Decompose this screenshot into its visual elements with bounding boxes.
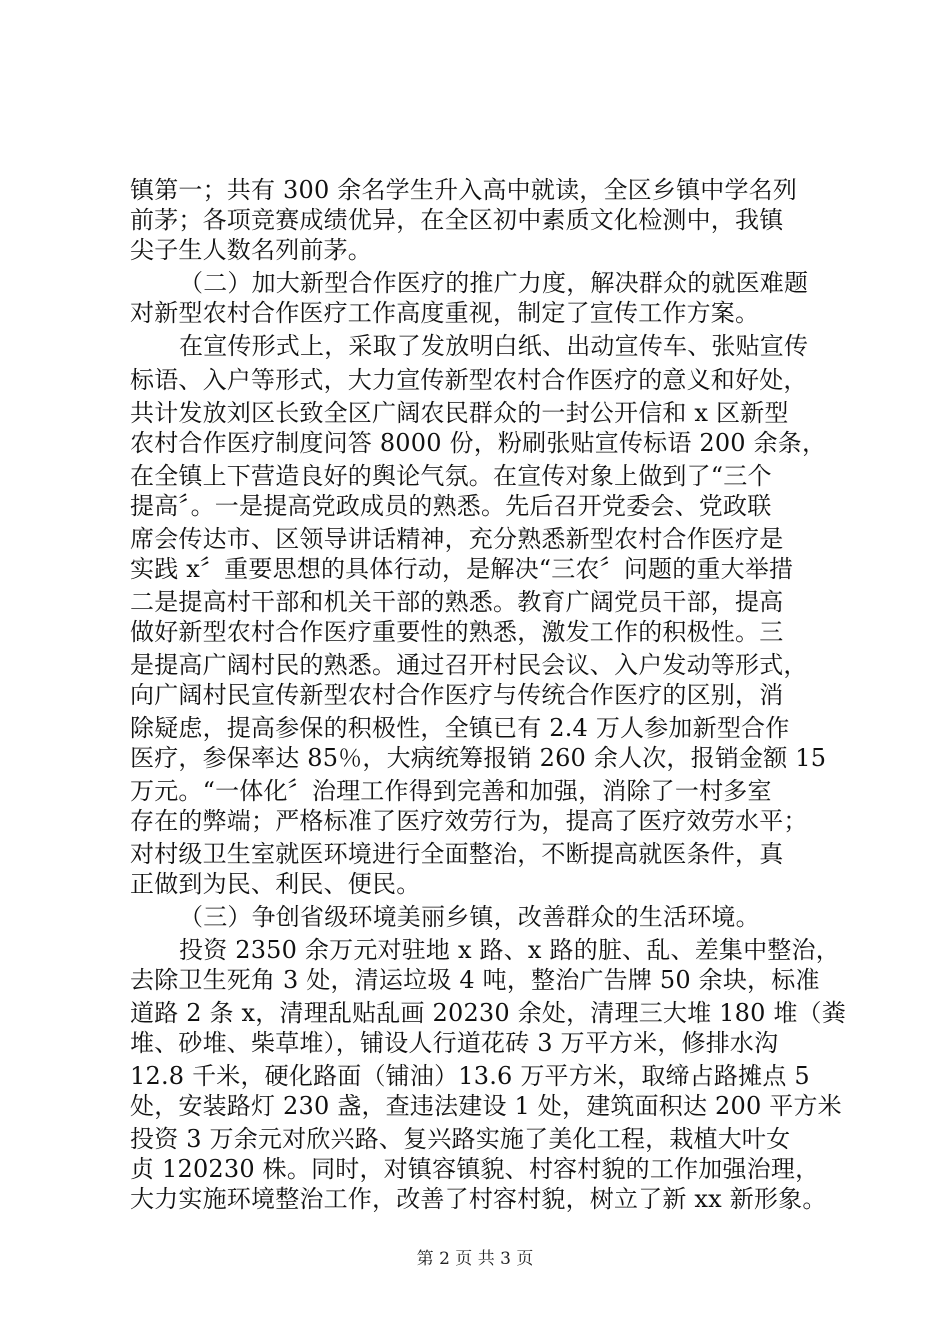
text-line: 镇第一；共有 300 余名学生升入高中就读，全区乡镇中学名列 xyxy=(130,176,798,204)
text-line: 12.8 千米，硬化路面（铺油）13.6 万平方米，取缔占路摊点 5 xyxy=(130,1062,810,1090)
section-heading-3: （三）争创省级环境美丽乡镇，改善群众的生活环境。 xyxy=(179,903,760,931)
text-line: 前茅；各项竞赛成绩优异，在全区初中素质文化检测中，我镇 xyxy=(130,206,784,234)
text-line: 医疗，参保率达 85％，大病统筹报销 260 余人次，报销金额 15 xyxy=(130,744,827,772)
text-line: 存在的弊端；严格标准了医疗效劳行为，提高了医疗效劳水平； xyxy=(130,807,808,835)
text-line: 处，安装路灯 230 盏，查违法建设 1 处，建筑面积达 200 平方米 xyxy=(130,1092,842,1120)
text-line: 正做到为民、利民、便民。 xyxy=(130,870,421,898)
text-line: 席会传达市、区领导讲话精神，充分熟悉新型农村合作医疗是 xyxy=(130,525,784,553)
text-line: 二是提高村干部和机关干部的熟悉。教育广阔党员干部，提高 xyxy=(130,588,784,616)
text-line: 道路 2 条 x，清理乱贴乱画 20230 余处，清理三大堆 180 堆（粪 xyxy=(130,999,846,1027)
text-line: 堆、砂堆、柴草堆），铺设人行道花砖 3 万平方米，修排水沟 xyxy=(130,1029,779,1057)
page-number-footer: 第 2 页 共 3 页 xyxy=(416,1249,534,1269)
text-line: 对村级卫生室就医环境进行全面整治，不断提高就医条件，真 xyxy=(130,840,784,868)
text-line: 除疑虑，提高参保的积极性，全镇已有 2.4 万人参加新型合作 xyxy=(130,714,790,742)
text-line: 共计发放刘区长致全区广阔农民群众的一封公开信和 x 区新型 xyxy=(130,399,789,427)
text-line: 大力实施环境整治工作，改善了村容村貌，树立了新 xx 新形象。 xyxy=(130,1185,827,1213)
text-line: 提高〞。一是提高党政成员的熟悉。先后召开党委会、党政联 xyxy=(130,492,772,520)
text-line: 万元。“一体化〞治理工作得到完善和加强，消除了一村多室 xyxy=(130,777,772,805)
text-line: 在宣传形式上，采取了发放明白纸、出动宣传车、张贴宣传 xyxy=(179,332,809,360)
text-line: 贞 120230 株。同时，对镇容镇貌、村容村貌的工作加强治理， xyxy=(130,1155,820,1183)
text-line: 标语、入户等形式，大力宣传新型农村合作医疗的意义和好处， xyxy=(130,366,808,394)
text-line: 尖子生人数名列前茅。 xyxy=(130,236,372,264)
text-line: 实践 x〞重要思想的具体行动，是解决“三农〞问题的重大举措 xyxy=(130,555,794,583)
section-heading-2: （二）加大新型合作医疗的推广力度，解决群众的就医难题 xyxy=(179,269,809,297)
text-line: 投资 3 万余元对欣兴路、复兴路实施了美化工程，栽植大叶女 xyxy=(130,1125,791,1153)
text-line: 去除卫生死角 3 处，清运垃圾 4 吨，整治广告牌 50 余块，标准 xyxy=(130,966,820,994)
text-line: 是提高广阔村民的熟悉。通过召开村民会议、入户发动等形式， xyxy=(130,651,808,679)
text-line: 农村合作医疗制度问答 8000 份，粉刷张贴宣传标语 200 余条， xyxy=(130,429,827,457)
text-line: 向广阔村民宣传新型农村合作医疗与传统合作医疗的区别，消 xyxy=(130,681,784,709)
text-line: 在全镇上下营造良好的舆论气氛。在宣传对象上做到了“三个 xyxy=(130,462,772,490)
text-line: 对新型农村合作医疗工作高度重视，制定了宣传工作方案。 xyxy=(130,299,760,327)
text-line: 投资 2350 余万元对驻地 x 路、x 路的脏、乱、差集中整治， xyxy=(179,936,840,964)
text-line: 做好新型农村合作医疗重要性的熟悉，激发工作的积极性。三 xyxy=(130,618,784,646)
